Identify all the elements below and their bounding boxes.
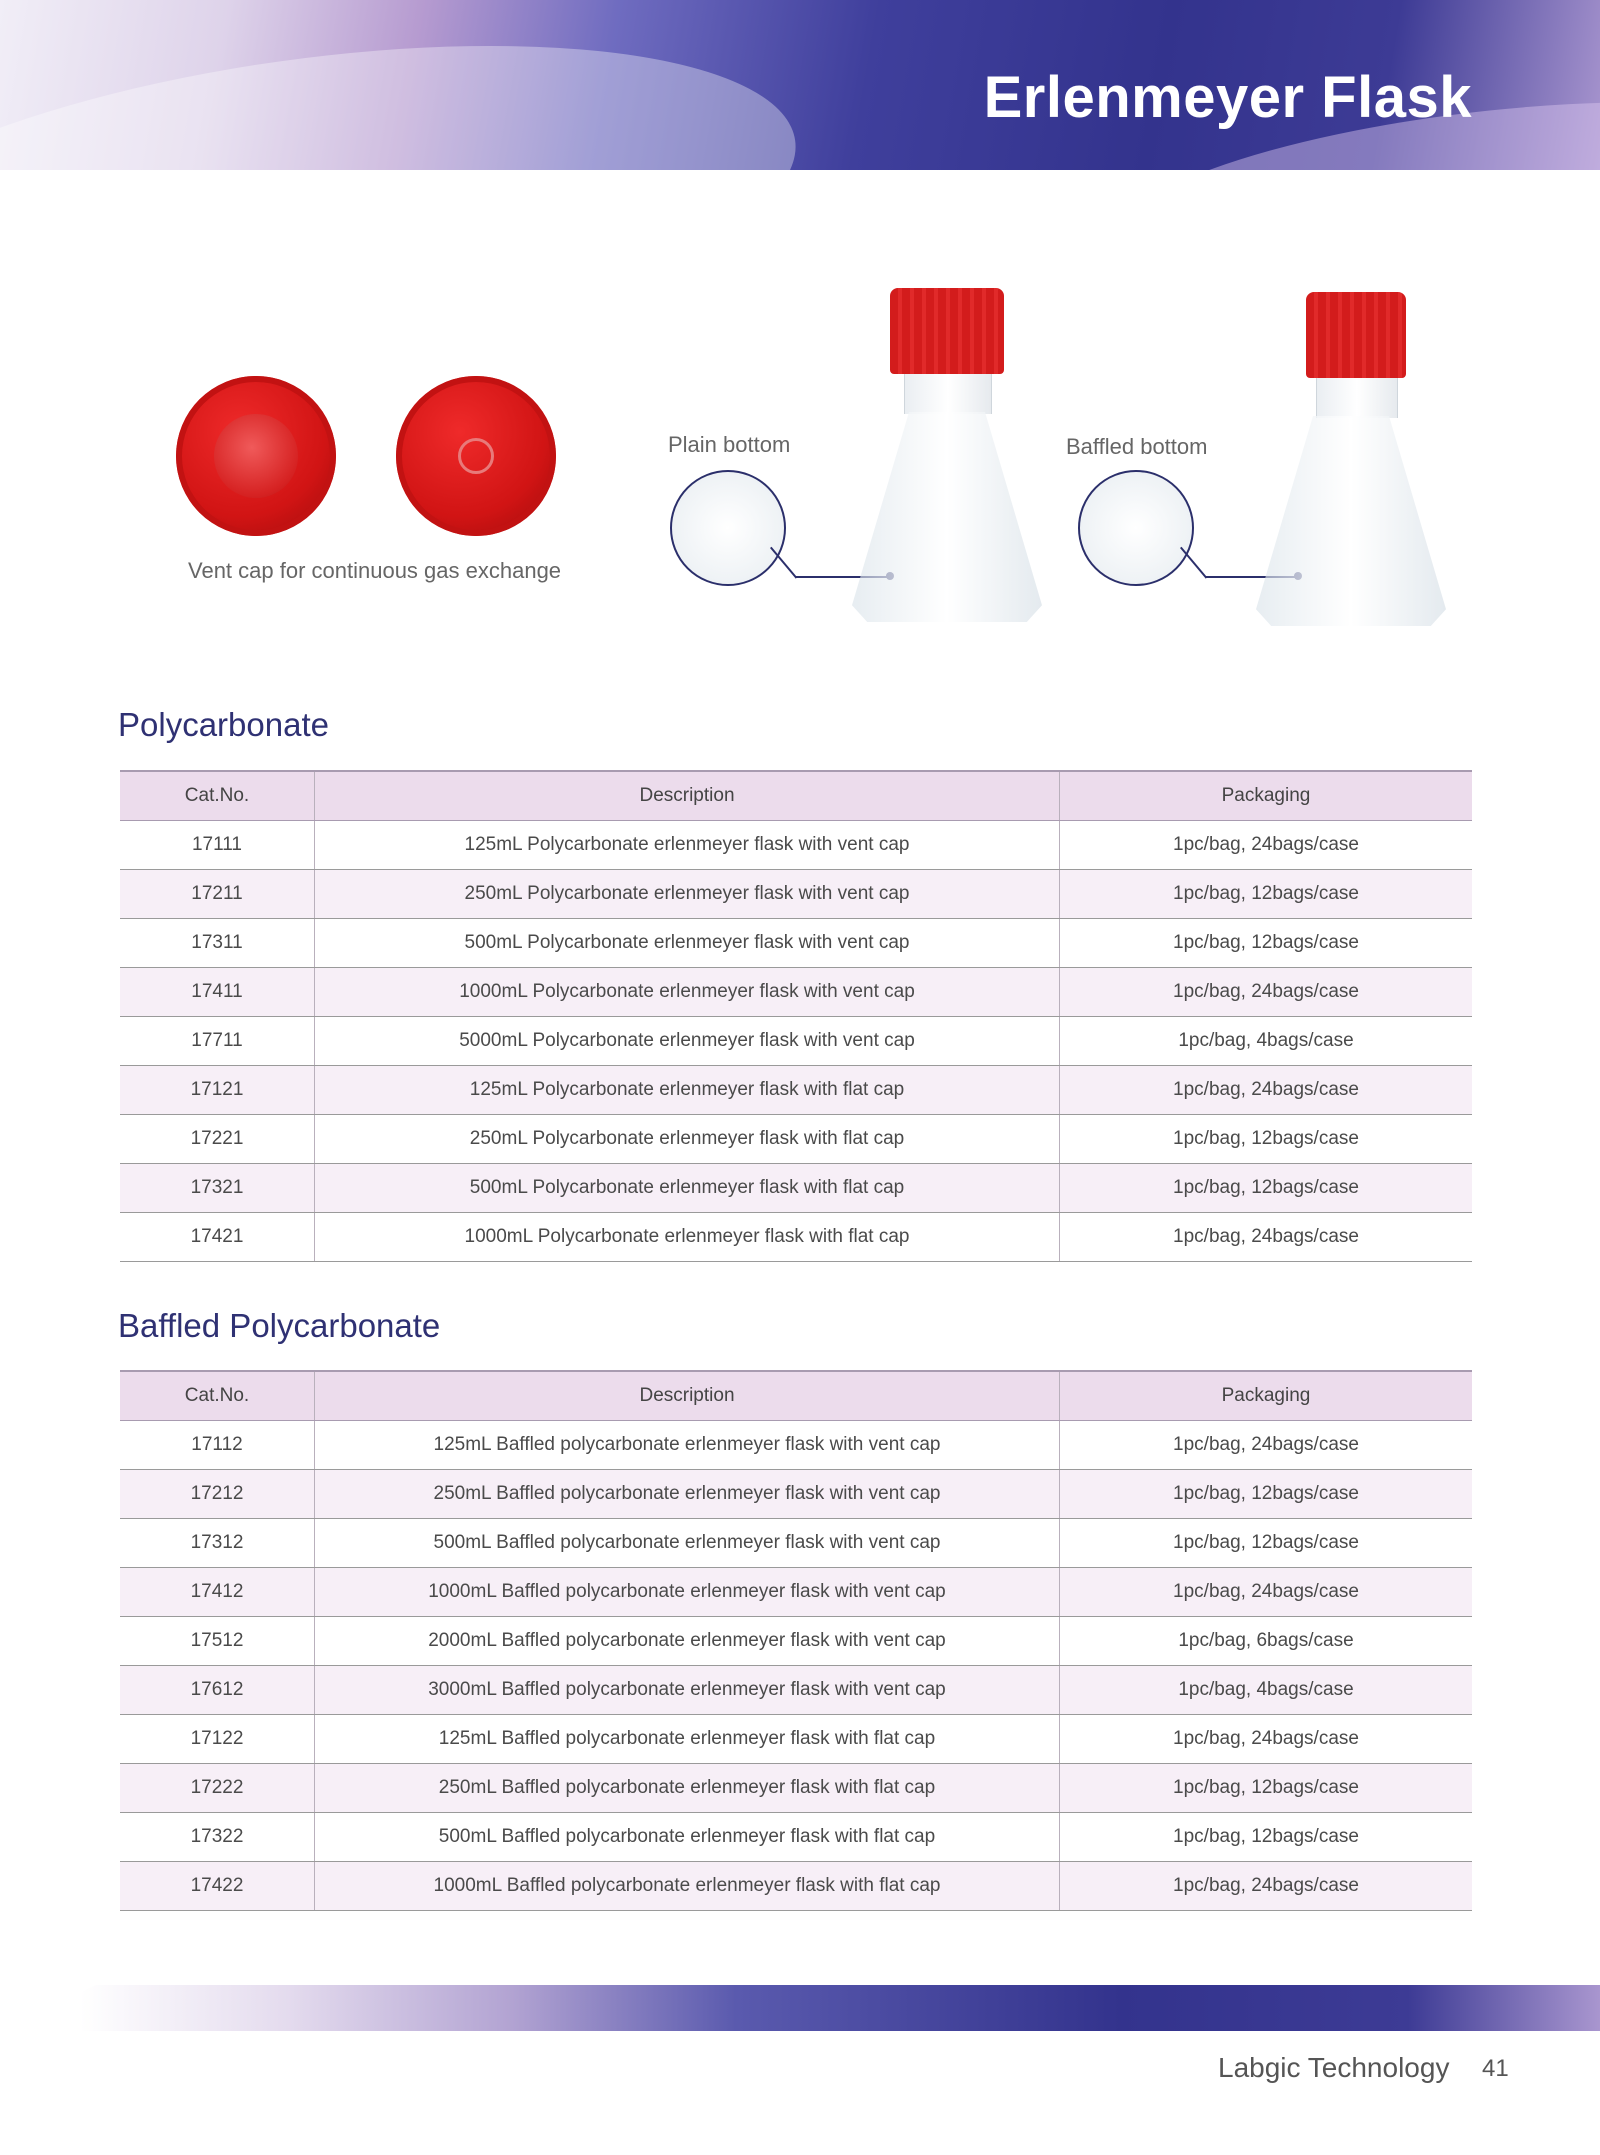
description-cell: 250mL Baffled polycarbonate erlenmeyer flask with flat cap [315,1764,1060,1813]
plain-bottom-zoom-image [670,470,786,586]
cat-no-cell: 17512 [120,1617,315,1666]
cat-no-cell: 17222 [120,1764,315,1813]
section-title-baffled-polycarbonate: Baffled Polycarbonate [118,1307,441,1344]
packaging-cell: 1pc/bag, 24bags/case [1060,1862,1473,1911]
table-row [120,1862,1472,1911]
flask-neck [904,374,992,414]
description-cell: 250mL Polycarbonate erlenmeyer flask with flat cap [315,1115,1060,1164]
page-title: Erlenmeyer Flask [983,65,1472,130]
table-row [120,1213,1472,1262]
cat-no-cell: 17112 [120,1421,315,1470]
section-title-polycarbonate: Polycarbonate [118,706,329,743]
cat-no-cell: 17121 [120,1066,315,1115]
vent-cap-inside-image [176,376,336,536]
table-row [120,1470,1472,1519]
table-row [120,1421,1472,1470]
table-body [120,821,1472,1262]
description-cell: 1000mL Baffled polycarbonate erlenmeyer flask with flat cap [315,1862,1060,1911]
packaging-cell: 1pc/bag, 12bags/case [1060,1115,1473,1164]
cat-no-cell: 17711 [120,1017,315,1066]
cat-no-cell: 17311 [120,919,315,968]
table-row [120,1764,1472,1813]
description-cell: 500mL Baffled polycarbonate erlenmeyer flask with vent cap [315,1519,1060,1568]
table-row [120,870,1472,919]
cat-no-cell: 17312 [120,1519,315,1568]
cat-no-cell: 17111 [120,821,315,870]
packaging-cell: 1pc/bag, 24bags/case [1060,1568,1473,1617]
packaging-cell: 1pc/bag, 12bags/case [1060,919,1473,968]
description-cell: 5000mL Polycarbonate erlenmeyer flask with vent cap [315,1017,1060,1066]
packaging-cell: 1pc/bag, 12bags/case [1060,1470,1473,1519]
description-cell: 500mL Baffled polycarbonate erlenmeyer flask with flat cap [315,1813,1060,1862]
packaging-cell: 1pc/bag, 6bags/case [1060,1617,1473,1666]
flask-body [852,412,1042,622]
baffled-bottom-zoom-image [1078,470,1194,586]
flask-cap [890,288,1004,374]
description-cell: 500mL Polycarbonate erlenmeyer flask with vent cap [315,919,1060,968]
table-row [120,1666,1472,1715]
cat-no-cell: 17422 [120,1862,315,1911]
column-header-cat-no: Cat.No. [120,1371,315,1421]
cat-no-cell: 17322 [120,1813,315,1862]
cat-no-cell: 17321 [120,1164,315,1213]
table-row [120,1066,1472,1115]
packaging-cell: 1pc/bag, 24bags/case [1060,968,1473,1017]
table-header-row [120,771,1472,821]
cat-no-cell: 17221 [120,1115,315,1164]
flask-body [1256,416,1446,626]
description-cell: 250mL Polycarbonate erlenmeyer flask with vent cap [315,870,1060,919]
packaging-cell: 1pc/bag, 12bags/case [1060,870,1473,919]
flask-neck [1316,378,1398,418]
packaging-cell: 1pc/bag, 4bags/case [1060,1666,1473,1715]
vent-symbol-icon [458,438,494,474]
description-cell: 125mL Baffled polycarbonate erlenmeyer flask with vent cap [315,1421,1060,1470]
description-cell: 2000mL Baffled polycarbonate erlenmeyer flask with vent cap [315,1617,1060,1666]
description-cell: 125mL Polycarbonate erlenmeyer flask with flat cap [315,1066,1060,1115]
table-row [120,1017,1472,1066]
baffled-bottom-leader [1180,547,1207,579]
cat-no-cell: 17211 [120,870,315,919]
baffled-polycarbonate-table [120,1370,1472,1911]
cat-no-cell: 17212 [120,1470,315,1519]
description-cell: 1000mL Polycarbonate erlenmeyer flask with flat cap [315,1213,1060,1262]
column-header-description: Description [315,771,1060,821]
packaging-cell: 1pc/bag, 24bags/case [1060,1421,1473,1470]
plain-bottom-label: Plain bottom [668,432,791,457]
description-cell: 125mL Polycarbonate erlenmeyer flask with vent cap [315,821,1060,870]
cat-no-cell: 17411 [120,968,315,1017]
table-row [120,919,1472,968]
flask-cap [1306,292,1406,378]
table-row [120,821,1472,870]
description-cell: 250mL Baffled polycarbonate erlenmeyer flask with vent cap [315,1470,1060,1519]
cat-no-cell: 17421 [120,1213,315,1262]
column-header-cat-no: Cat.No. [120,771,315,821]
vent-cap-caption: Vent cap for continuous gas exchange [188,558,562,583]
description-cell: 1000mL Baffled polycarbonate erlenmeyer flask with vent cap [315,1568,1060,1617]
baffled-bottom-label: Baffled bottom [1066,434,1208,459]
packaging-cell: 1pc/bag, 24bags/case [1060,821,1473,870]
table-row [120,1164,1472,1213]
polycarbonate-table [120,770,1472,1262]
packaging-cell: 1pc/bag, 12bags/case [1060,1164,1473,1213]
plain-bottom-flask-image [852,288,1042,622]
table-header-row [120,1371,1472,1421]
description-cell: 1000mL Polycarbonate erlenmeyer flask with vent cap [315,968,1060,1017]
packaging-cell: 1pc/bag, 24bags/case [1060,1066,1473,1115]
footer-band [0,1985,1600,2031]
cat-no-cell: 17122 [120,1715,315,1764]
packaging-cell: 1pc/bag, 24bags/case [1060,1715,1473,1764]
table-body [120,1421,1472,1911]
packaging-cell: 1pc/bag, 12bags/case [1060,1813,1473,1862]
table-row [120,968,1472,1017]
table-row [120,1617,1472,1666]
table-row [120,1813,1472,1862]
baffled-bottom-flask-image [1256,292,1446,626]
table-row [120,1519,1472,1568]
footer-brand: Labgic Technology [1218,2052,1450,2083]
table-row [120,1568,1472,1617]
table-row [120,1715,1472,1764]
header-wave [0,0,816,170]
page-number: 41 [1482,2055,1509,2082]
cat-no-cell: 17412 [120,1568,315,1617]
packaging-cell: 1pc/bag, 12bags/case [1060,1519,1473,1568]
vent-cap-top-image [396,376,556,536]
packaging-cell: 1pc/bag, 24bags/case [1060,1213,1473,1262]
description-cell: 500mL Polycarbonate erlenmeyer flask with flat cap [315,1164,1060,1213]
table-row [120,1115,1472,1164]
column-header-description: Description [315,1371,1060,1421]
cat-no-cell: 17612 [120,1666,315,1715]
packaging-cell: 1pc/bag, 4bags/case [1060,1017,1473,1066]
packaging-cell: 1pc/bag, 12bags/case [1060,1764,1473,1813]
description-cell: 3000mL Baffled polycarbonate erlenmeyer flask with vent cap [315,1666,1060,1715]
column-header-packaging: Packaging [1060,771,1473,821]
description-cell: 125mL Baffled polycarbonate erlenmeyer flask with flat cap [315,1715,1060,1764]
column-header-packaging: Packaging [1060,1371,1473,1421]
